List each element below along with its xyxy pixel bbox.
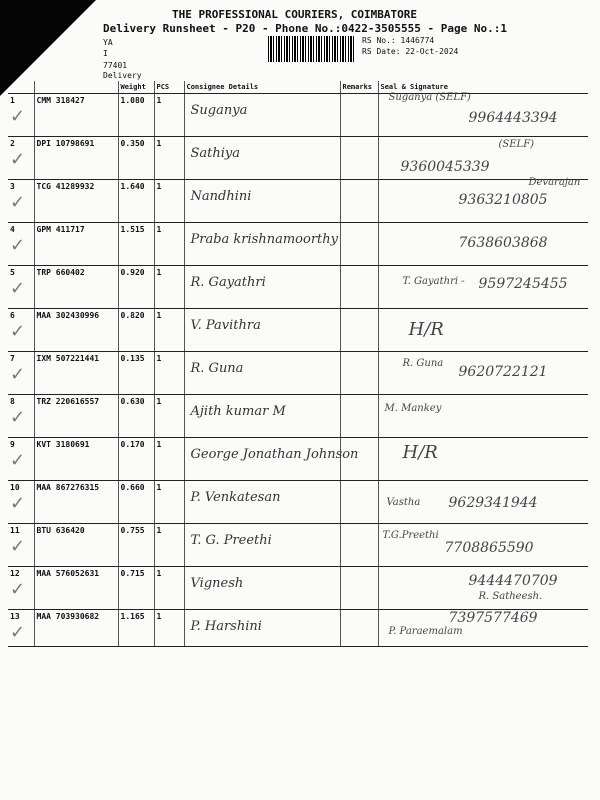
table-row (8, 223, 588, 266)
consignee-name-text: V. Pavithra (190, 318, 261, 333)
row-number-text: 13 (10, 612, 20, 621)
pcs-value (154, 309, 184, 352)
row-number-text: 4 (10, 225, 15, 234)
header-line-1: YA (103, 38, 113, 47)
pcs-value (154, 180, 184, 223)
consignee-name-text: Sathiya (190, 146, 241, 161)
pcs-value-text: 1 (156, 612, 162, 621)
awb-number (34, 438, 118, 481)
seal-signature-cell (378, 177, 588, 223)
awb-number (34, 94, 118, 137)
awb-number-text: MAA 867276315 (36, 483, 100, 492)
consignee-name-text: R. Gayathri (190, 275, 266, 290)
awb-number-text: TRP 660402 (36, 268, 85, 277)
weight-value-text: 0.630 (120, 397, 145, 406)
seal-signature-cell (378, 223, 588, 266)
signature-text: T. Gayathri - (402, 276, 465, 287)
checkmark-icon: ✓ (10, 278, 26, 299)
table-row (8, 395, 588, 438)
row-number-text: 1 (10, 96, 15, 105)
consignee-name-text: George Jonathan Johnson (190, 447, 359, 462)
pcs-value (154, 481, 184, 524)
table-row (8, 352, 588, 395)
header-line-4: Delivery (103, 71, 142, 80)
consignee-name (184, 395, 340, 438)
consignee-name-text: Suganya (190, 103, 248, 118)
pcs-value-text: 1 (156, 354, 162, 363)
runsheet-title: Delivery Runsheet - P20 - Phone No.:0422-3505555 - Page No.:1 (103, 22, 507, 35)
pcs-value (154, 223, 184, 266)
row-number-text: 10 (10, 483, 20, 492)
pcs-value-text: 1 (156, 311, 162, 320)
remarks-cell (340, 610, 378, 647)
signature-text: (SELF) (498, 139, 535, 150)
awb-number (34, 180, 118, 223)
consignee-name (184, 266, 340, 309)
checkmark-icon: ✓ (10, 192, 26, 213)
seal-signature-cell (378, 309, 588, 352)
signature-phone: 7397577469 (448, 610, 538, 626)
remarks-cell (340, 94, 378, 137)
awb-number (34, 567, 118, 610)
awb-number-text: MAA 576052631 (36, 569, 100, 578)
pcs-value (154, 352, 184, 395)
checkmark-icon: ✓ (10, 407, 26, 428)
weight-value-text: 0.350 (120, 139, 145, 148)
checkmark-icon: ✓ (10, 579, 26, 600)
row-number-text: 11 (10, 526, 20, 535)
consignee-name (184, 481, 340, 524)
scan-corner-mask (0, 0, 96, 96)
awb-number-text: TRZ 220616557 (36, 397, 100, 406)
signature-phone: 7638603868 (458, 235, 548, 251)
weight-value (118, 567, 154, 610)
consignee-name-text: P. Harshini (190, 619, 262, 634)
pcs-value-text: 1 (156, 268, 162, 277)
pcs-value (154, 266, 184, 309)
seal-signature-cell (378, 481, 588, 524)
seal-signature-cell (378, 352, 588, 395)
consignee-name-text: Praba krishnamoorthy (190, 232, 338, 247)
checkmark-icon: ✓ (10, 364, 26, 385)
signature-phone: 9620722121 (458, 364, 548, 380)
row-number-text: 7 (10, 354, 15, 363)
checkmark-icon: ✓ (10, 149, 26, 170)
weight-value-text: 1.165 (120, 612, 145, 621)
seal-signature-cell (378, 610, 588, 647)
checkmark-icon: ✓ (10, 536, 26, 557)
weight-value-text: 1.080 (120, 96, 145, 105)
row-number (8, 438, 34, 481)
awb-number-text: DPI 10798691 (36, 139, 95, 148)
remarks-cell (340, 180, 378, 223)
table-row (8, 567, 588, 610)
signature-text: P. Paraemalam (388, 626, 463, 637)
seal-signature-cell (378, 567, 588, 610)
weight-value-text: 0.660 (120, 483, 145, 492)
signature-text: Devarajan (528, 177, 581, 188)
signature-phone: 9360045339 (400, 159, 490, 175)
consignee-name (184, 309, 340, 352)
remarks-cell (340, 266, 378, 309)
seal-signature-cell (378, 395, 588, 438)
consignee-name-text: Nandhini (190, 189, 252, 204)
row-number (8, 309, 34, 352)
signature-text: R. Guna (402, 358, 444, 369)
checkmark-icon: ✓ (10, 235, 26, 256)
signature-text: Vastha (386, 497, 421, 508)
seal-signature-cell (378, 94, 588, 137)
table-row (8, 524, 588, 567)
weight-value (118, 610, 154, 647)
pcs-value-text: 1 (156, 397, 162, 406)
awb-number-text: MAA 302430996 (36, 311, 100, 320)
signature-text: T.G.Preethi (382, 530, 439, 541)
awb-number (34, 352, 118, 395)
consignee-name (184, 223, 340, 266)
header-line-2: I (103, 49, 108, 58)
table-row (8, 94, 588, 137)
col-header-seal: Seal & Signature (378, 81, 588, 94)
row-number-text: 8 (10, 397, 15, 406)
table-row (8, 438, 588, 481)
header-line-3: 77401 (103, 61, 128, 70)
awb-number (34, 309, 118, 352)
checkmark-icon: ✓ (10, 321, 26, 342)
row-number (8, 481, 34, 524)
weight-value-text: 0.755 (120, 526, 145, 535)
awb-number-text: CMM 318427 (36, 96, 85, 105)
consignee-name (184, 137, 340, 180)
remarks-cell (340, 395, 378, 438)
remarks-cell (340, 567, 378, 610)
row-number (8, 524, 34, 567)
consignee-name (184, 94, 340, 137)
pcs-value (154, 524, 184, 567)
weight-value (118, 395, 154, 438)
consignee-name-text: P. Venkatesan (190, 490, 281, 505)
pcs-value-text: 1 (156, 96, 162, 105)
signature-text: H/R (402, 442, 438, 463)
row-number (8, 137, 34, 180)
pcs-value-text: 1 (156, 225, 162, 234)
pcs-value-text: 1 (156, 440, 162, 449)
weight-value (118, 94, 154, 137)
awb-number (34, 395, 118, 438)
row-number-text: 12 (10, 569, 20, 578)
awb-number (34, 610, 118, 647)
table-row (8, 309, 588, 352)
awb-number-text: KVT 3180691 (36, 440, 90, 449)
row-number (8, 266, 34, 309)
awb-number (34, 481, 118, 524)
consignee-name (184, 524, 340, 567)
rs-number: RS No.: 1446774 (362, 36, 435, 45)
signature-text: R. Satheesh. (478, 591, 543, 602)
weight-value-text: 0.820 (120, 311, 145, 320)
weight-value (118, 309, 154, 352)
row-number (8, 94, 34, 137)
weight-value-text: 0.715 (120, 569, 145, 578)
awb-number-text: GPM 411717 (36, 225, 85, 234)
signature-phone: 9444470709 (468, 573, 558, 589)
runsheet-table (8, 81, 588, 647)
pcs-value-text: 1 (156, 569, 162, 578)
row-number-text: 9 (10, 440, 15, 449)
awb-number (34, 266, 118, 309)
signature-text: H/R (408, 319, 444, 340)
signature-phone: 9964443394 (468, 110, 558, 126)
checkmark-icon: ✓ (10, 622, 26, 643)
col-header-remarks: Remarks (340, 81, 378, 94)
checkmark-icon: ✓ (10, 493, 26, 514)
signature-phone: 9363210805 (458, 192, 548, 208)
weight-value-text: 0.920 (120, 268, 145, 277)
consignee-name-text: Vignesh (190, 576, 244, 591)
seal-signature-cell (378, 137, 588, 180)
remarks-cell (340, 524, 378, 567)
table-row (8, 610, 588, 647)
remarks-cell (340, 223, 378, 266)
consignee-name-text: Ajith kumar M (190, 404, 286, 419)
row-number-text: 2 (10, 139, 15, 148)
weight-value (118, 223, 154, 266)
weight-value (118, 266, 154, 309)
pcs-value (154, 610, 184, 647)
table-row (8, 481, 588, 524)
row-number (8, 567, 34, 610)
pcs-value (154, 438, 184, 481)
weight-value-text: 1.515 (120, 225, 145, 234)
awb-number-text: TCG 41289932 (36, 182, 95, 191)
remarks-cell (340, 352, 378, 395)
seal-signature-cell (378, 524, 588, 567)
consignee-name (184, 438, 359, 481)
consignee-name (184, 180, 340, 223)
row-number (8, 223, 34, 266)
weight-value (118, 180, 154, 223)
remarks-cell (340, 309, 378, 352)
checkmark-icon: ✓ (10, 106, 26, 127)
awb-number (34, 524, 118, 567)
col-header-pcs: PCS (154, 81, 184, 94)
pcs-value-text: 1 (156, 139, 162, 148)
awb-number-text: IXM 507221441 (36, 354, 100, 363)
barcode (268, 36, 356, 62)
company-title: THE PROFESSIONAL COURIERS, COIMBATORE (172, 8, 418, 21)
checkmark-icon: ✓ (10, 450, 26, 471)
pcs-value (154, 94, 184, 137)
pcs-value (154, 567, 184, 610)
pcs-value-text: 1 (156, 483, 162, 492)
consignee-name-text: R. Guna (190, 361, 244, 376)
col-header-weight: Weight (118, 81, 154, 94)
awb-number-text: BTU 636420 (36, 526, 85, 535)
signature-phone: 7708865590 (444, 540, 534, 556)
signature-text: Suganya (SELF) (388, 92, 471, 103)
seal-signature-cell (378, 266, 588, 309)
seal-signature-cell (378, 438, 588, 481)
weight-value-text: 0.170 (120, 440, 145, 449)
col-header-consignee: Consignee Details (184, 81, 340, 94)
row-number-text: 3 (10, 182, 15, 191)
signature-phone: 9597245455 (478, 276, 568, 292)
pcs-value (154, 395, 184, 438)
table-row (8, 180, 588, 223)
weight-value (118, 481, 154, 524)
rs-date: RS Date: 22-Oct-2024 (362, 47, 459, 56)
awb-number (34, 223, 118, 266)
signature-text: M. Mankey (384, 403, 442, 414)
pcs-value (154, 137, 184, 180)
remarks-cell (340, 481, 378, 524)
weight-value-text: 0.135 (120, 354, 145, 363)
row-number (8, 395, 34, 438)
row-number (8, 180, 34, 223)
remarks-cell (340, 438, 378, 481)
row-number (8, 352, 34, 395)
row-number-text: 5 (10, 268, 15, 277)
pcs-value-text: 1 (156, 526, 162, 535)
signature-phone: 9629341944 (448, 495, 538, 511)
weight-value (118, 352, 154, 395)
pcs-value-text: 1 (156, 182, 162, 191)
awb-number-text: MAA 703930682 (36, 612, 100, 621)
row-number-text: 6 (10, 311, 15, 320)
consignee-name (184, 610, 340, 647)
weight-value (118, 524, 154, 567)
table-row (8, 137, 588, 180)
weight-value (118, 137, 154, 180)
remarks-cell (340, 137, 378, 180)
consignee-name (184, 567, 340, 610)
consignee-name (184, 352, 340, 395)
weight-value (118, 438, 154, 481)
weight-value-text: 1.640 (120, 182, 145, 191)
table-row (8, 266, 588, 309)
consignee-name-text: T. G. Preethi (190, 533, 272, 548)
awb-number (34, 137, 118, 180)
row-number (8, 610, 34, 647)
